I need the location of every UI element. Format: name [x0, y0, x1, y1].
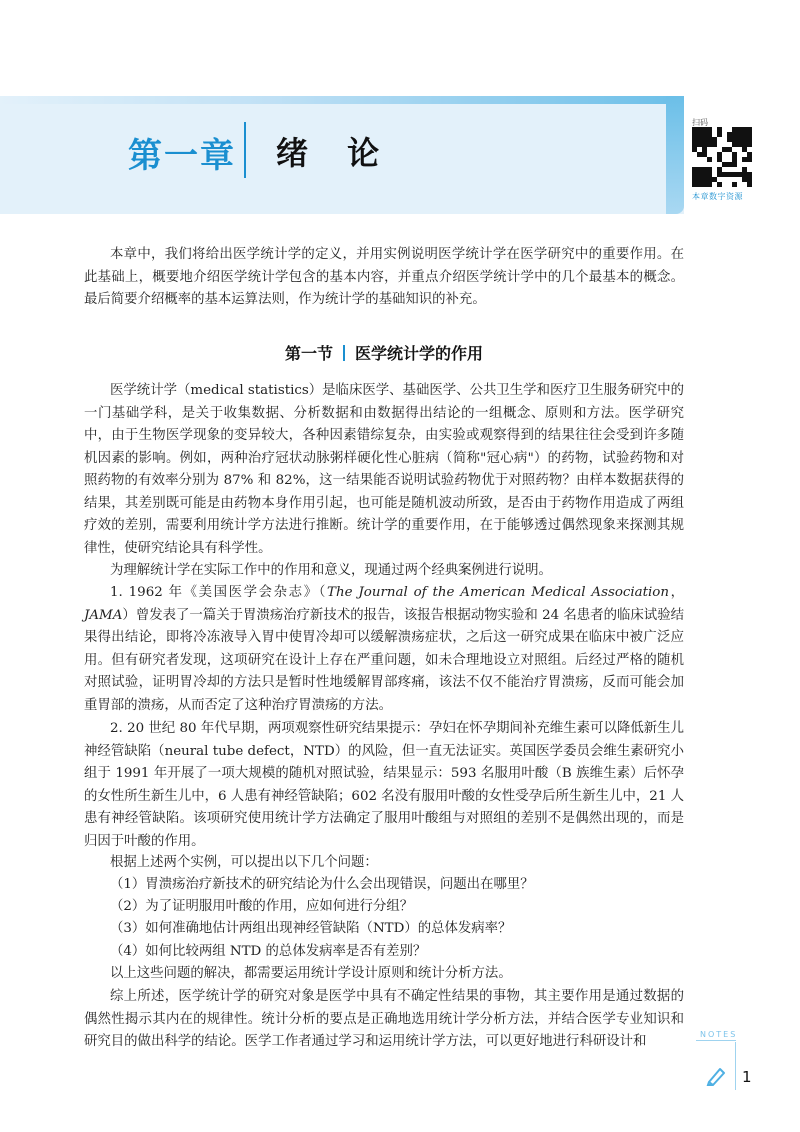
- journal-abbr: JAMA: [84, 607, 123, 623]
- notes-rule: [696, 1040, 736, 1041]
- question-3: （3）如何准确地估计两组出现神经管缺陷（NTD）的总体发病率？: [110, 921, 512, 936]
- journal-title: The Journal of the American Medical Association: [327, 585, 669, 600]
- page-number: 1: [742, 1068, 752, 1086]
- paragraph-summary: 综上所述，医学统计学的研究对象是医学中具有不确定性结果的事物，其主要作用是通过数据的偶然性揭示其内在的规律性。统计分析的要点是正确地选用统计学分析方法，并结合医学专业知识和研究目的做出科学的结论。医学工作者通过学习和运用统计学方法，可以更好地进行科研设计和: [84, 989, 684, 1049]
- qr-code-block[interactable]: [692, 117, 756, 202]
- qr-caption[interactable]: 本章数字资源: [692, 192, 743, 201]
- chapter-band-right-edge: [666, 96, 684, 214]
- case1-body: ）曾发表了一篇关于胃溃疡治疗新技术的报告，该报告根据动物实验和 24 名患者的临床试验结果得出结论，即将冷冻液导入胃中使胃冷却可以缓解溃疡症状，之后这一研究成果在临床中被广泛应用。但有研究者发现，这项研究在设计上存在严重问题，如未合理地设立对照组。后经过严格的随机对照试验，证明胃冷却的方法只是暂时性地缓解胃部疼痛，该法不仅不能治疗胃溃疡，反而可能会加重胃部的溃疡，从而否定了这种治疗胃溃疡的方法。: [84, 607, 684, 713]
- notes-label: NOTES: [700, 1030, 738, 1039]
- qr-code-icon[interactable]: [692, 127, 752, 187]
- section-title: 医学统计学的作用: [355, 344, 484, 363]
- section-divider: [343, 345, 345, 361]
- chapter-divider: [244, 122, 246, 178]
- paragraph-definition: 医学统计学（medical statistics）是临床医学、基础医学、公共卫生学和医疗卫生服务研究中的一门基础学科，是关于收集数据、分析数据和由数据得出结论的一组概念、原则和方法。医学研究中，由于生物医学现象的变异较大，各种因素错综复杂，由实验或观察得到的结果往往会受到许多随机因素的影响。例如，两种治疗冠状动脉粥样硬化性心脏病（简称"冠心病"）的药物，试验药物和对照药物的有效率分别为 87% 和 82%，这一结果能否说明试验药物优于对照药物？由样本数据获得的结果，其差别既可能是由药物本身作用引起，也可能是随机波动所致，是否由于药物作用造成了两组疗效的差别，需要利用统计学方法进行推断。统计学的重要作用，在于能够透过偶然现象来探测其规律性，使研究结论具有科学性。: [84, 383, 684, 556]
- question-4: （4）如何比较两组 NTD 的总体发病率是否有差别？: [110, 944, 427, 959]
- question-2: （2）为了证明服用叶酸的作用，应如何进行分组？: [110, 899, 414, 914]
- notes-vertical-rule: [735, 1042, 736, 1090]
- paragraph-methods-note: 以上这些问题的解决，都需要运用统计学设计原则和统计分析方法。: [110, 966, 512, 981]
- case1-lead: 1. 1962 年《美国医学会杂志》（: [110, 585, 328, 600]
- paragraph-case-1: [84, 582, 684, 717]
- qr-scan-label: 扫码: [692, 118, 708, 127]
- pencil-icon: [705, 1064, 727, 1086]
- section-number: 第一节: [284, 344, 333, 363]
- question-1: （1）胃溃疡治疗新技术的研究结论为什么会出现错误，问题出在哪里？: [110, 877, 534, 892]
- paragraph-case-2: 2. 20 世纪 80 年代早期，两项观察性研究结果提示：孕妇在怀孕期间补充维生素可以降低新生儿神经管缺陷（neural tube defect，NTD）的风险，但一直无法证实。英国医学委员会维生素研究小组于 1991 年开展了一项大规模的随机对照试验，结果显示：593 名服用叶酸（B 族维生素）后怀孕的女性所生新生儿中，6 人患有神经管缺陷；602 名没有服用叶酸的女性受孕后所生新生儿中，21 人患有神经管缺陷。该项研究使用统计学方法确定了服用叶酸组与对照组的差别不是偶然出现的，而是归因于叶酸的作用。: [84, 721, 684, 849]
- paragraph-cases-intro: 为理解统计学在实际工作中的作用和意义，现通过两个经典案例进行说明。: [110, 563, 552, 578]
- section-heading: [0, 341, 768, 364]
- chapter-title: 绪 论: [276, 134, 394, 172]
- intro-paragraph: 本章中，我们将给出医学统计学的定义，并用实例说明医学统计学在医学研究中的重要作用。在此基础上，概要地介绍医学统计学包含的基本内容，并重点介绍医学统计学中的几个最基本的概念。最后简要介绍概率的基本运算法则，作为统计学的基础知识的补充。: [84, 247, 684, 307]
- chapter-label: 第一章: [128, 136, 236, 176]
- case1-sep: ，: [669, 585, 685, 600]
- paragraph-questions-intro: 根据上述两个实例，可以提出以下几个问题：: [110, 855, 378, 870]
- chapter-band-top-stripe: [0, 96, 684, 104]
